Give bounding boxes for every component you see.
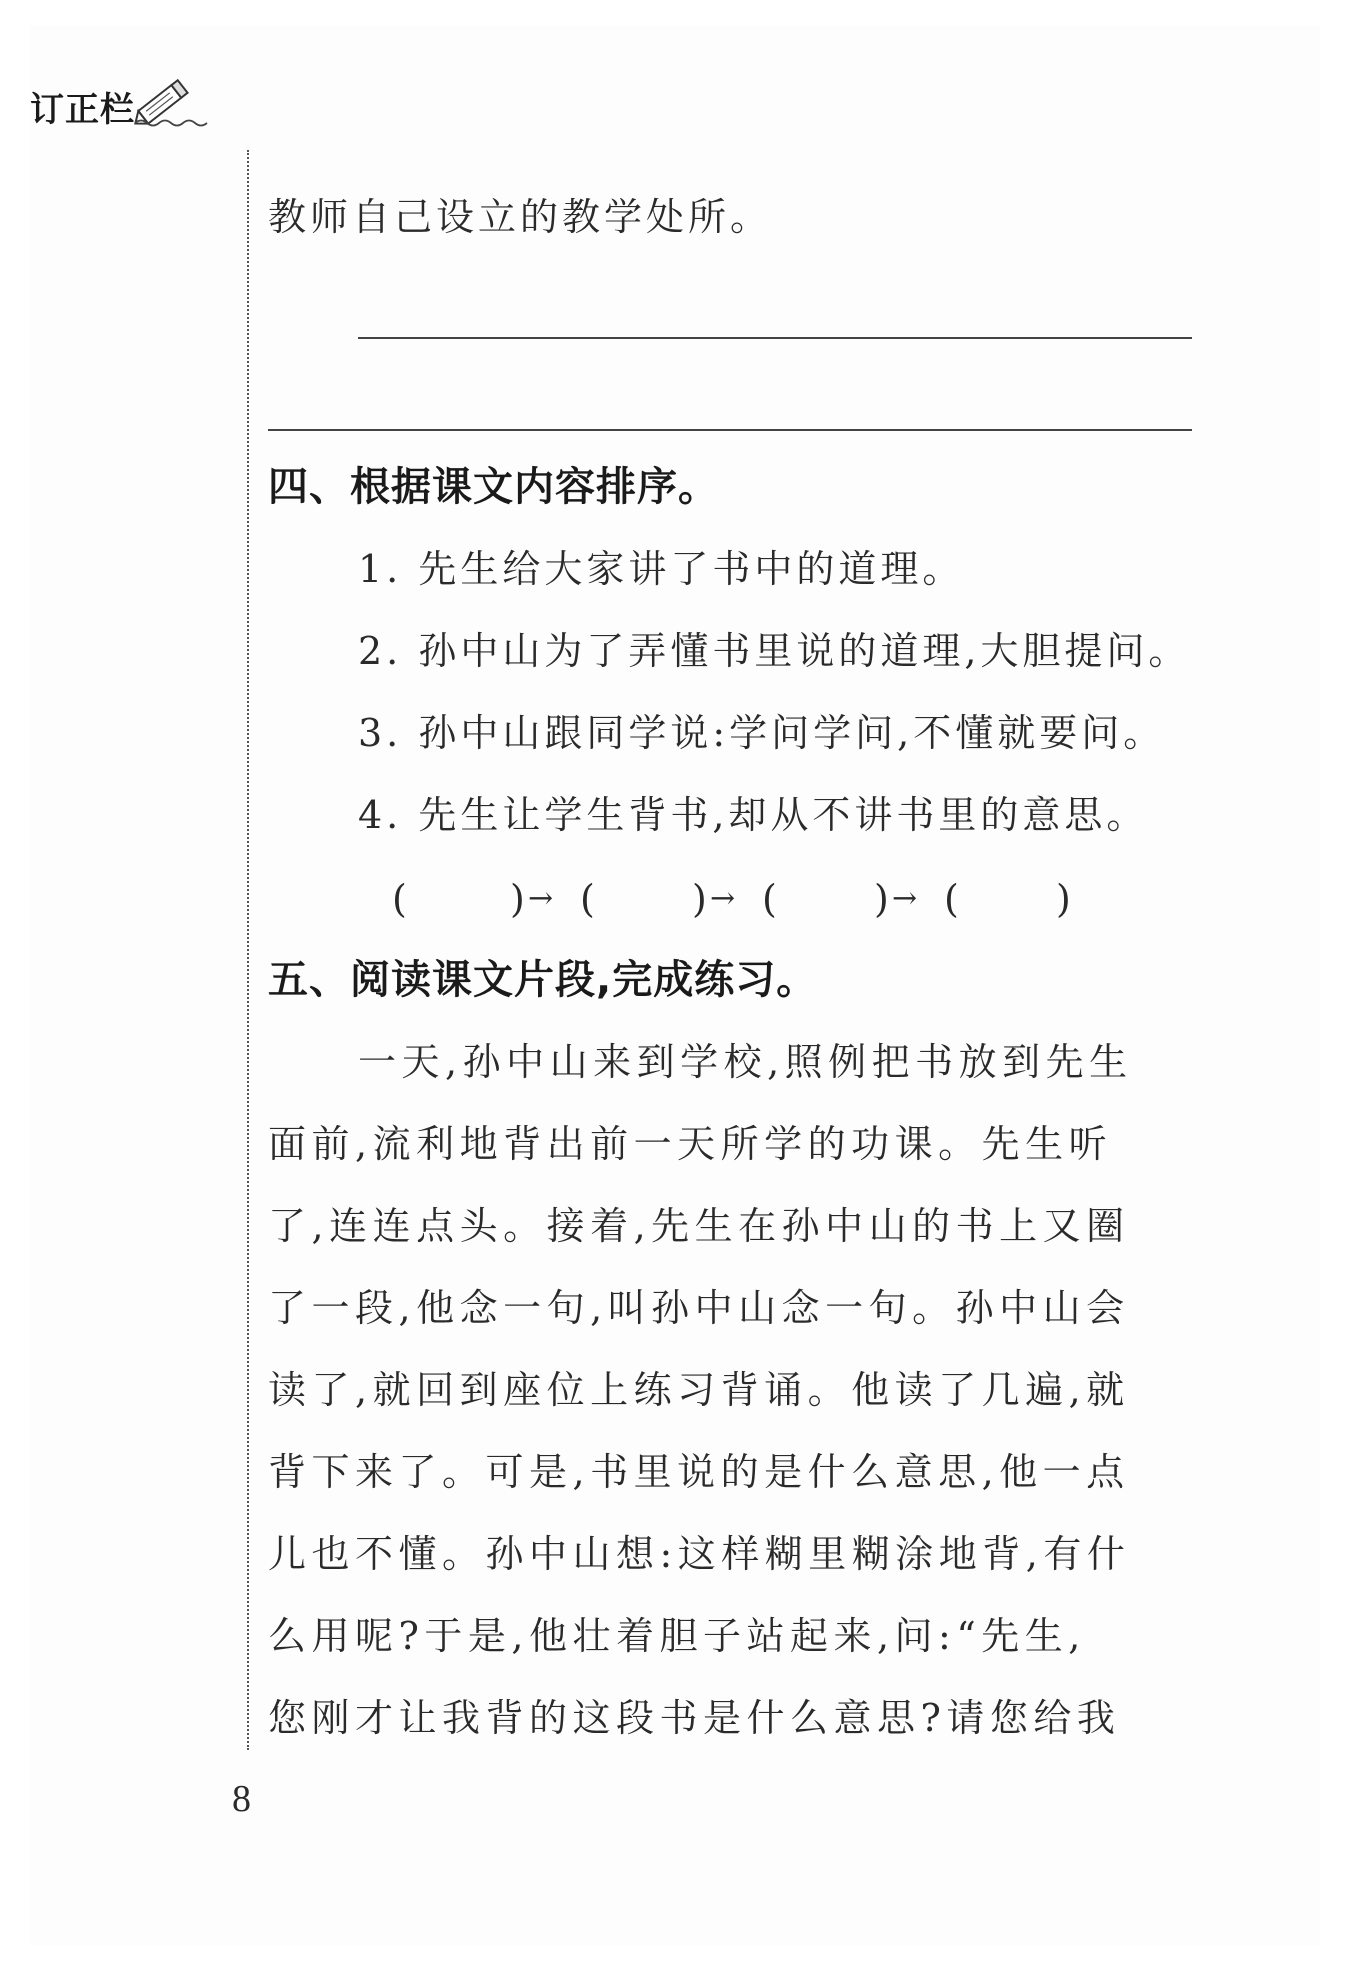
correction-column-label: 订正栏 — [30, 90, 135, 130]
passage-line: 您刚才让我背的这段书是什么意思?请您给我 — [268, 1696, 1121, 1740]
section4-item-1: 1. 先生给大家讲了书中的道理。 — [358, 547, 965, 591]
section4-item-3: 3. 孙中山跟同学说:学问学问,不懂就要问。 — [358, 711, 1166, 755]
order-arrow-icon: → — [528, 881, 554, 916]
section4-item-2: 2. 孙中山为了弄懂书里说的道理,大胆提问。 — [358, 629, 1191, 673]
correction-column-header — [30, 82, 215, 131]
order-paren-close: ) — [692, 877, 707, 921]
margin-divider — [247, 150, 249, 1750]
answer-line-2[interactable] — [268, 429, 1192, 431]
order-blank-1[interactable]: ( — [392, 877, 407, 921]
section3-text-tail: 教师自己设立的教学处所。 — [268, 195, 773, 239]
passage-line: 读了,就回到座位上练习背诵。他读了几遍,就 — [268, 1368, 1130, 1412]
order-blank-2[interactable]: ( — [580, 877, 595, 921]
order-paren-close: ) — [874, 877, 889, 921]
passage-line: 儿也不懂。孙中山想:这样糊里糊涂地背,有什 — [268, 1532, 1131, 1576]
order-arrow-icon: → — [892, 881, 918, 916]
order-answer-row — [392, 877, 1082, 921]
section5-heading: 五、阅读课文片段,完成练习。 — [268, 957, 818, 1003]
section4-item-4: 4. 先生让学生背书,却从不讲书里的意思。 — [358, 793, 1149, 837]
passage-line: 面前,流利地背出前一天所学的功课。先生听 — [268, 1122, 1113, 1166]
passage-line: 一天,孙中山来到学校,照例把书放到先生 — [358, 1040, 1133, 1084]
order-arrow-icon: → — [710, 881, 736, 916]
order-blank-3[interactable]: ( — [762, 877, 777, 921]
pencil-icon — [129, 71, 215, 131]
passage-line: 了,连连点头。接着,先生在孙中山的书上又圈 — [268, 1204, 1130, 1248]
page-number: 8 — [232, 1778, 251, 1820]
passage-line: 背下来了。可是,书里说的是什么意思,他一点 — [268, 1450, 1130, 1494]
order-paren-close: ) — [510, 877, 525, 921]
section4-heading: 四、根据课文内容排序。 — [268, 464, 719, 510]
order-paren-close: ) — [1056, 877, 1071, 921]
passage-line: 了一段,他念一句,叫孙中山念一句。孙中山会 — [268, 1286, 1130, 1330]
passage-line: 么用呢?于是,他壮着胆子站起来,问:“先生, — [268, 1614, 1086, 1658]
answer-line-1[interactable] — [358, 337, 1192, 339]
order-blank-4[interactable]: ( — [944, 877, 959, 921]
